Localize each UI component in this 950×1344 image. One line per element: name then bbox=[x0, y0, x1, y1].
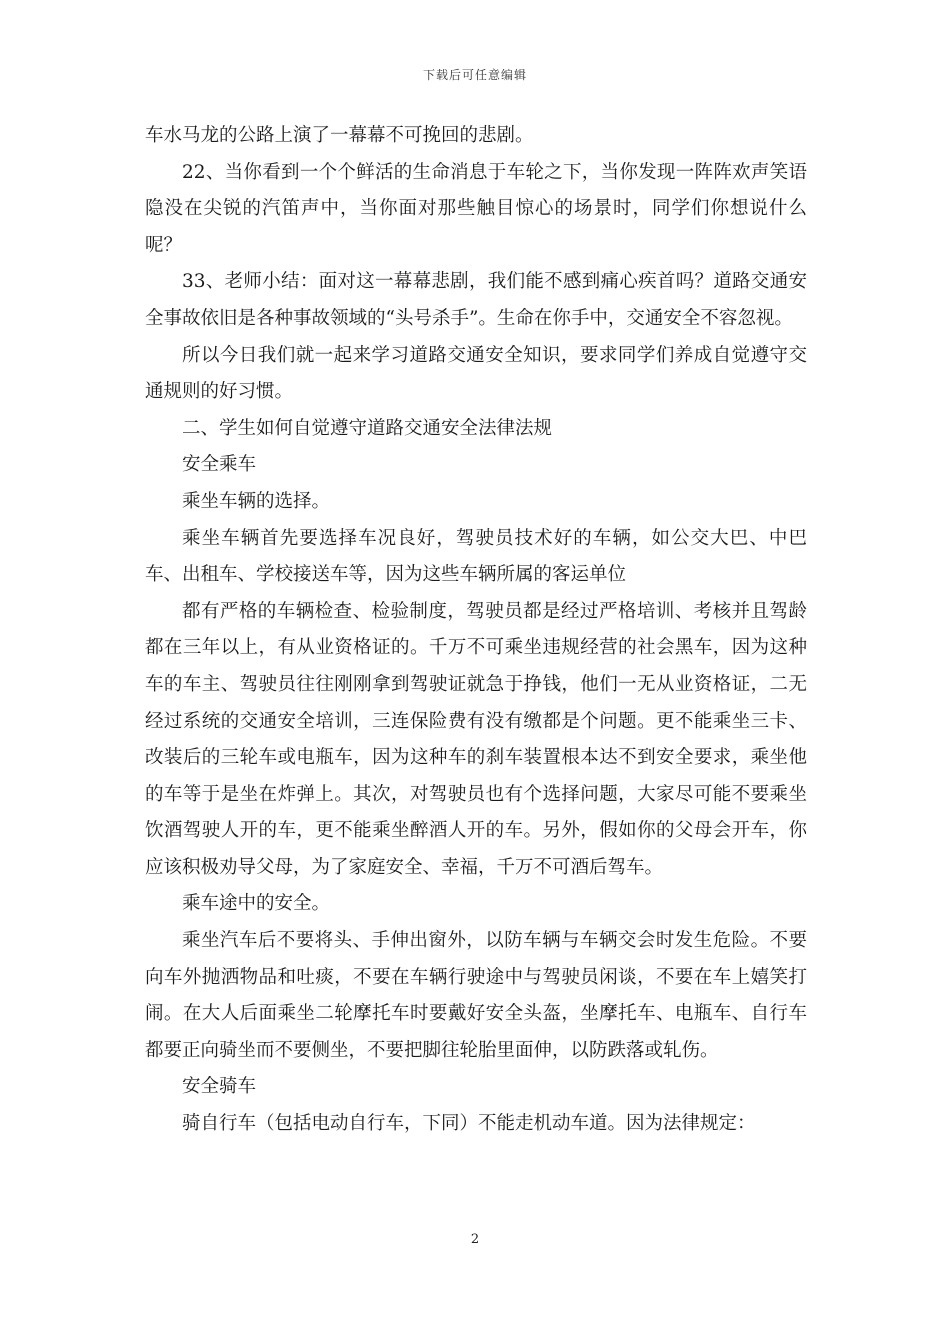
subsection-heading: 安全骑车 bbox=[182, 1076, 257, 1098]
section-heading: 二、学生如何自觉遵守道路交通安全法律法规 bbox=[182, 417, 553, 439]
paragraph: 乘坐汽车后不要将头、手伸出窗外，以防车辆与车辆交会时发生危险。不要向车外抛洒物品和吐痰，不要在车辆行驶途中与驾驶员闲谈，不要在车上嬉笑打闹。在大人后面乘坐二轮摩托车时要戴好安全头盔，坐摩托车、电瓶车、自行车都要正向骑坐而不要侧坐，不要把脚往轮胎里面伸，以防跌落或轧伤。 bbox=[145, 930, 807, 1061]
paragraph: 车水马龙的公路上演了一幕幕不可挽回的悲剧。 bbox=[145, 125, 534, 146]
page-number: 2 bbox=[470, 1232, 480, 1247]
document-body bbox=[145, 118, 807, 1143]
paragraph: 所以今日我们就一起来学习道路交通安全知识，要求同学们养成自觉遵守交通规则的好习惯。 bbox=[145, 344, 807, 403]
paragraph: 33、老师小结：面对这一幕幕悲剧，我们能不感到痛心疾首吗？道路交通安全事故依旧是各种事故领域的“头号杀手”。生命在你手中，交通安全不容忽视。 bbox=[145, 271, 807, 329]
paragraph: 都有严格的车辆检查、检验制度，驾驶员都是经过严格培训、考核并且驾龄都在三年以上，有从业资格证的。千万不可乘坐违规经营的社会黑车，因为这种车的车主、驾驶员往往刚刚拿到驾驶证就急于挣钱，他们一无从业资格证，二无经过系统的交通安全培训，三连保险费有没有缴都是个问题。更不能乘坐三卡、改装后的三轮车或电瓶车，因为这种车的刹车装置根本达不到安全要求，乘坐他的车等于是坐在炸弹上。其次，对驾驶员也有个选择问题，大家尽可能不要乘坐饮酒驾驶人开的车，更不能乘坐醉酒人开的车。另外，假如你的父母会开车，你应该积极劝导父母，为了家庭安全、幸福，千万不可酒后驾车。 bbox=[145, 600, 807, 878]
paragraph: 骑自行车（包括电动自行车，下同）不能走机动车道。因为法律规定： bbox=[182, 1113, 756, 1135]
paragraph: 乘坐车辆首先要选择车况良好，驾驶员技术好的车辆，如公交大巴、中巴车、出租车、学校接送车等，因为这些车辆所属的客运单位 bbox=[145, 527, 807, 586]
subsection-heading: 安全乘车 bbox=[182, 454, 257, 476]
page-header: 下载后可任意编辑 bbox=[422, 68, 527, 82]
subsection-heading: 乘坐车辆的选择。 bbox=[182, 490, 331, 512]
subsection-heading: 乘车途中的安全。 bbox=[182, 893, 331, 915]
paragraph: 22、当你看到一个个鲜活的生命消息于车轮之下，当你发现一阵阵欢声笑语隐没在尖锐的汽笛声中，当你面对那些触目惊心的场景时，同学们你想说什么呢？ bbox=[145, 161, 807, 256]
